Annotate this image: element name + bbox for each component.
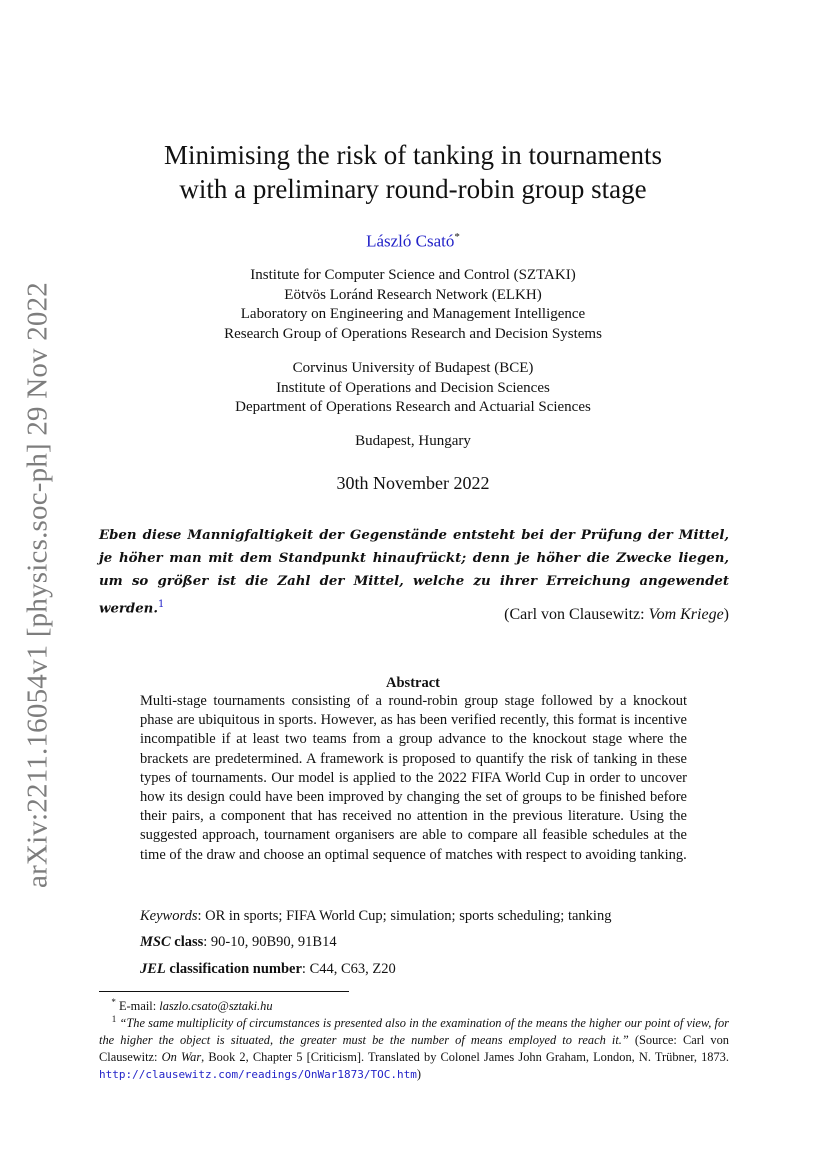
- arxiv-identifier: arXiv:2211.16054v1 [physics.soc-ph] 29 Nov 2022: [21, 282, 54, 888]
- arxiv-side-stamp: [18, 282, 58, 888]
- footnote-1-url-link[interactable]: http://clausewitz.com/readings/OnWar1873/TOC.htm: [99, 1068, 417, 1082]
- epigraph-attribution: [504, 606, 729, 624]
- footnote-1-details: , Book 2, Chapter 5 [Criticism]. Translated by Colonel James John Graham, London, N. Trübner, 1873.: [201, 1050, 729, 1065]
- attribution-author: (Carl von Clausewitz:: [504, 606, 649, 623]
- email-footnote-mark: *: [111, 997, 116, 1007]
- affiliation-location: [100, 432, 726, 452]
- affiliation-line: Institute of Operations and Decision Sciences: [276, 379, 550, 396]
- footnote-1-quote: “The same multiplicity of circumstances is presented also in the examination of the means the higher our point of view, for the higher the object is situated, the greater must be the number of means employed to reach it.”: [99, 1016, 730, 1048]
- abstract-body: Multi-stage tournaments consisting of a round-robin group stage followed by a knockout phase are ubiquitous in sports. However, as has been verified recently, this format is incentive incompatible if at least two teams from a group advance to the knockout stage where the brackets are predetermined. A framework is proposed to quantify the risk of tanking in these types of tournaments. Our model is applied to the 2022 FIFA World Cup in order to uncover how its design could have been improved by changing the set of groups to be finished before their pairs, a component that has received no attention in the previous literature. Using the suggested approach, tournament organisers are able to compare all feasible schedules at the time of the draw and choose an optimal sequence of matches with respect to avoiding tanking.: [140, 693, 687, 863]
- author-line: [100, 231, 726, 252]
- jel-label-em: JEL: [140, 961, 166, 977]
- footnote-1-work: On War: [161, 1050, 202, 1065]
- footnote-1: [99, 1011, 729, 1083]
- epigraph-text: Eben diese Mannigfaltigkeit der Gegenstände entsteht bei der Prüfung der Mittel, je höher man mit dem Standpunkt hinaufrückt; denn je höher die Zwecke liegen, um so größer ist die Zahl der Mittel, welche zu ihrer Erreichung angewendet werden.: [99, 528, 729, 617]
- footnote-1-mark: 1: [111, 1014, 117, 1024]
- affiliation-line: Institute for Computer Science and Control (SZTAKI): [250, 267, 576, 283]
- affiliation-block-2: [100, 359, 726, 418]
- msc-label-em: MSC: [140, 934, 171, 950]
- affiliation-line: Eötvös Loránd Research Network (ELKH): [284, 286, 542, 303]
- email-address: laszlo.csato@sztaki.hu: [159, 999, 273, 1014]
- author-footnote-mark[interactable]: *: [454, 231, 460, 243]
- footnote-divider: [99, 991, 349, 992]
- affiliation-block-1: [100, 266, 726, 344]
- attribution-close: ): [723, 606, 729, 623]
- affiliation-line: Department of Operations Research and Actuarial Sciences: [235, 399, 591, 415]
- footnote-1-source: (Source: Carl von Clausewitz:: [99, 1033, 729, 1065]
- paper-title: [100, 138, 726, 206]
- keywords-value: : OR in sports; FIFA World Cup; simulation; sports scheduling; tanking: [197, 908, 612, 924]
- msc-label: class: [170, 934, 204, 950]
- title-line-2: with a preliminary round-robin group stage: [179, 174, 647, 204]
- affiliation-line: Laboratory on Engineering and Management Intelligence: [240, 306, 586, 322]
- attribution-work: Vom Kriege: [648, 606, 724, 623]
- paper-date: 30th November 2022: [336, 473, 490, 493]
- location: Budapest, Hungary: [355, 433, 471, 449]
- email-label: E-mail:: [115, 999, 160, 1014]
- affiliation-line: Corvinus University of Budapest (BCE): [292, 360, 534, 376]
- title-line-1: Minimising the risk of tanking in tournaments: [164, 140, 662, 170]
- keywords-line: [140, 908, 687, 925]
- jel-value: : C44, C63, Z20: [301, 961, 396, 977]
- epigraph-footnote-link[interactable]: 1: [157, 599, 165, 610]
- abstract-heading: Abstract: [386, 675, 440, 691]
- msc-line: [140, 934, 687, 951]
- author-name-link[interactable]: László Csató: [366, 231, 455, 251]
- jel-label: classification number: [165, 961, 302, 977]
- keywords-label: Keywords: [140, 908, 198, 924]
- footnote-1-close: ): [416, 1067, 422, 1082]
- msc-value: : 90-10, 90B90, 91B14: [203, 934, 337, 950]
- jel-line: [140, 961, 687, 978]
- affiliation-line: Research Group of Operations Research and Decision Systems: [224, 325, 602, 342]
